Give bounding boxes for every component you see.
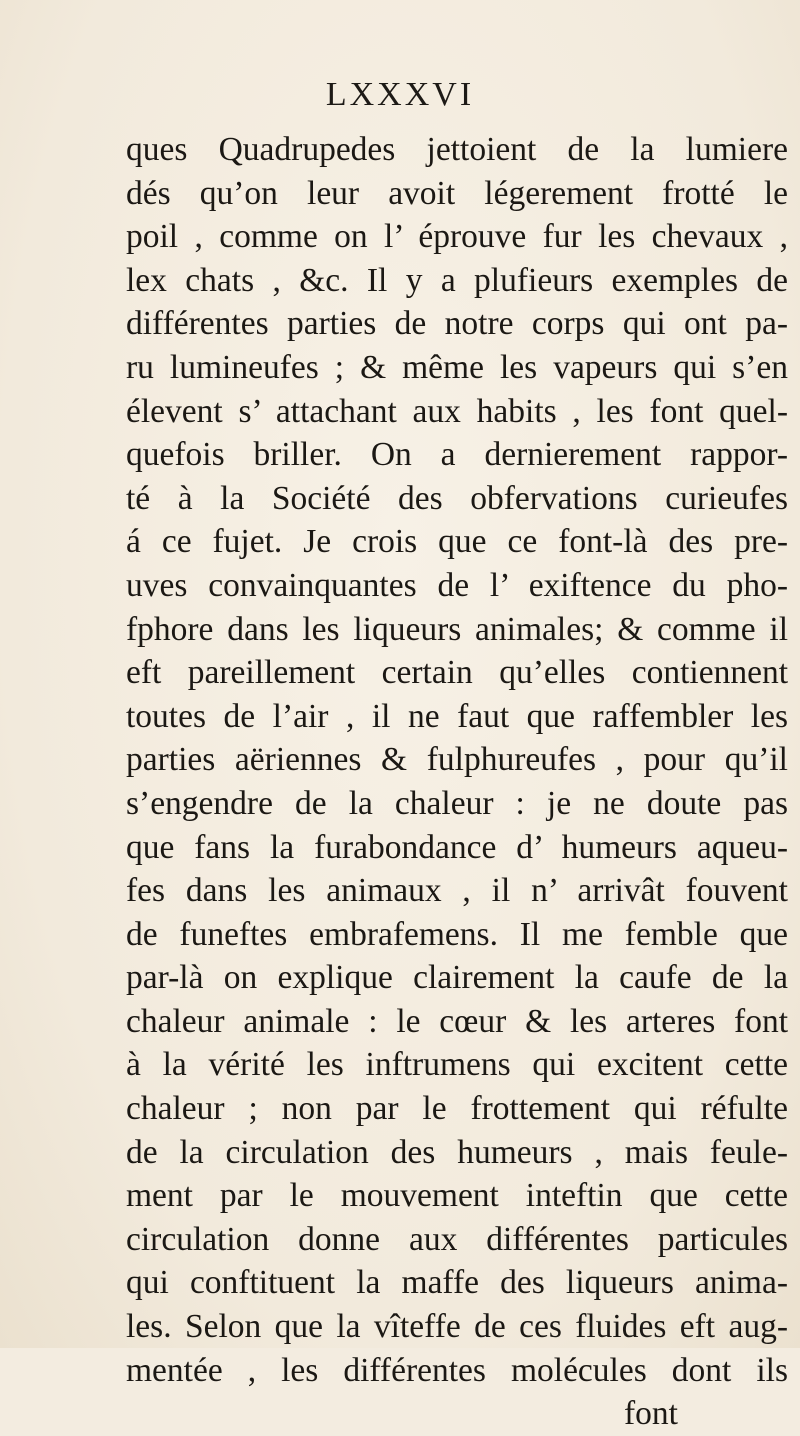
text-line: de funeftes embrafemens. Il me femble que xyxy=(126,915,788,953)
text-line: chaleur animale : le cœur & les arteres font xyxy=(126,1002,788,1040)
text-line: différentes parties de notre corps qui ont pa- xyxy=(126,305,788,343)
text-line: les. Selon que la vîteffe de ces fluides eft aug- xyxy=(126,1308,788,1346)
catchword: font xyxy=(624,1395,678,1433)
text-line: circulation donne aux différentes particules xyxy=(126,1220,788,1258)
text-line: chaleur ; non par le frottement qui réfulte xyxy=(126,1090,788,1128)
text-line: s’engendre de la chaleur : je ne doute pas xyxy=(126,784,788,822)
text-line: eft pareillement certain qu’elles contiennent xyxy=(126,654,788,692)
text-line: par-là on explique clairement la caufe de la xyxy=(126,959,788,997)
text-line: uves convainquantes de l’ exiftence du pho- xyxy=(126,566,788,604)
text-line: lex chats , &c. Il y a plufieurs exemples de xyxy=(126,261,788,299)
text-line: parties aëriennes & fulphureufes , pour qu’il xyxy=(126,741,788,779)
page-number: LXXXVI xyxy=(325,76,475,113)
text-line: que fans la furabondance d’ humeurs aqueu- xyxy=(126,828,788,866)
text-line: té à la Société des obfervations curieufes xyxy=(126,479,788,517)
text-line: à la vérité les inftrumens qui excitent cette xyxy=(126,1046,788,1084)
text-line: ques Quadrupedes jettoient de la lumiere xyxy=(126,131,788,168)
text-line: poil , comme on l’ éprouve fur les chevaux , xyxy=(126,218,788,256)
text-line: toutes de l’air , il ne faut que raffembler les xyxy=(126,697,788,735)
text-line: ment par le mouvement inteftin que cette xyxy=(126,1177,788,1215)
text-line: élevent s’ attachant aux habits , les font quel- xyxy=(126,392,788,430)
text-line: ru lumineufes ; & même les vapeurs qui s’en xyxy=(126,348,788,386)
text-line: quefois briller. On a dernierement rappor- xyxy=(126,436,788,474)
text-line: de la circulation des humeurs , mais feule- xyxy=(126,1133,788,1171)
text-line: dés qu’on leur avoit légerement frotté le xyxy=(126,174,788,212)
text-line: á ce fujet. Je crois que ce font-là des pre- xyxy=(126,523,788,561)
body-text xyxy=(126,128,788,1436)
text-line: qui conftituent la maffe des liqueurs anima- xyxy=(126,1264,788,1302)
text-line: fes dans les animaux , il n’ arrivât fouvent xyxy=(126,872,788,910)
text-line: mentée , les différentes molécules dont ils xyxy=(126,1351,788,1389)
text-line: fphore dans les liqueurs animales; & comme il xyxy=(126,610,788,648)
